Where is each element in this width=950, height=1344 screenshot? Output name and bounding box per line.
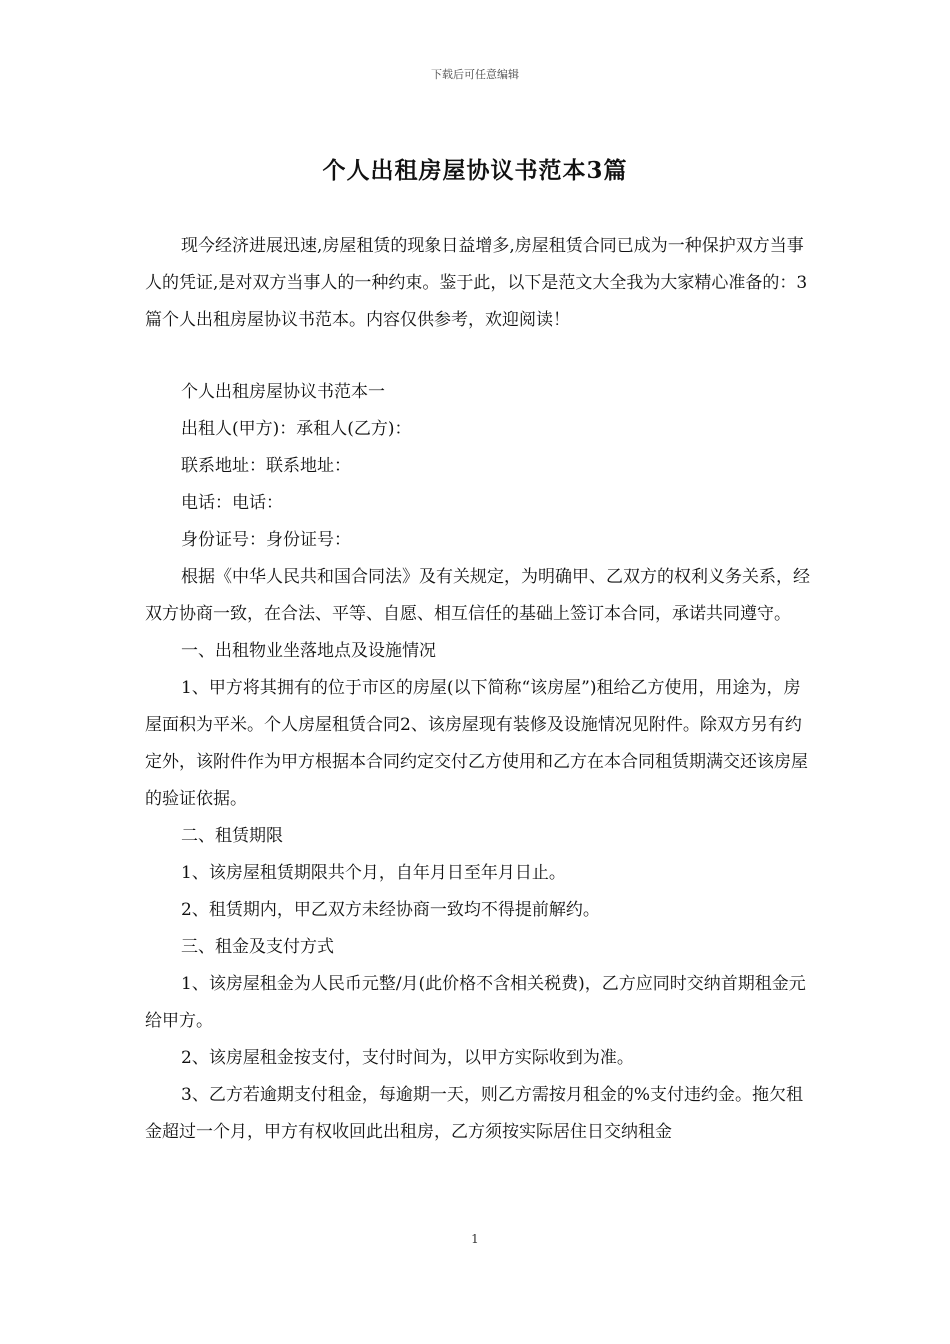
party-line: 出租人(甲方)：承租人(乙方)： xyxy=(181,419,412,439)
clause-heading-term: 二、租赁期限 xyxy=(181,826,283,846)
intro-paragraph: 现今经济进展迅速,房屋租赁的现象日益增多,房屋租赁合同已成为一种保护双方当事人的凭证,是对双方当事人的一种约束。鉴于此，以下是范文大全我为大家精心准备的：3篇个人出租房屋协议书范本。内容仅供参考，欢迎阅读！ xyxy=(145,236,808,330)
agreement-body xyxy=(145,374,810,1151)
clause-paragraph: 1、该房屋租赁期限共个月，自年月日至年月日止。 xyxy=(181,863,566,883)
clause-paragraph: 3、乙方若逾期支付租金，每逾期一天，则乙方需按月租金的%支付违约金。拖欠租金超过一个月，甲方有权收回此出租房，乙方须按实际居住日交纳租金 xyxy=(145,1085,803,1142)
clause-heading-rent: 三、租金及支付方式 xyxy=(181,937,334,957)
clause-heading-location: 一、出租物业坐落地点及设施情况 xyxy=(181,641,436,661)
page-header-note: 下载后可任意编辑 xyxy=(431,68,519,81)
page-number: 1 xyxy=(471,1232,479,1246)
id-number-line: 身份证号：身份证号： xyxy=(181,530,351,550)
document-title: 个人出租房屋协议书范本3篇 xyxy=(322,157,628,184)
intro-section xyxy=(145,228,810,339)
clause-paragraph: 2、该房屋租金按支付，支付时间为，以甲方实际收到为准。 xyxy=(181,1048,634,1068)
preamble-paragraph: 根据《中华人民共和国合同法》及有关规定，为明确甲、乙双方的权利义务关系，经双方协商一致，在合法、平等、自愿、相互信任的基础上签订本合同，承诺共同遵守。 xyxy=(145,567,810,624)
clause-paragraph: 1、该房屋租金为人民币元整/月(此价格不含相关税费)，乙方应同时交纳首期租金元给甲方。 xyxy=(145,974,806,1031)
clause-paragraph: 1、甲方将其拥有的位于市区的房屋(以下简称“该房屋”)租给乙方使用，用途为，房屋面积为平米。个人房屋租赁合同2、该房屋现有装修及设施情况见附件。除双方另有约定外，该附件作为甲方根据本合同约定交付乙方使用和乙方在本合同租赁期满交还该房屋的验证依据。 xyxy=(145,678,808,809)
section-heading-agreement-one: 个人出租房屋协议书范本一 xyxy=(181,382,385,402)
phone-line: 电话：电话： xyxy=(181,493,283,513)
address-line: 联系地址：联系地址： xyxy=(181,456,351,476)
clause-paragraph: 2、租赁期内，甲乙双方未经协商一致均不得提前解约。 xyxy=(181,900,600,920)
